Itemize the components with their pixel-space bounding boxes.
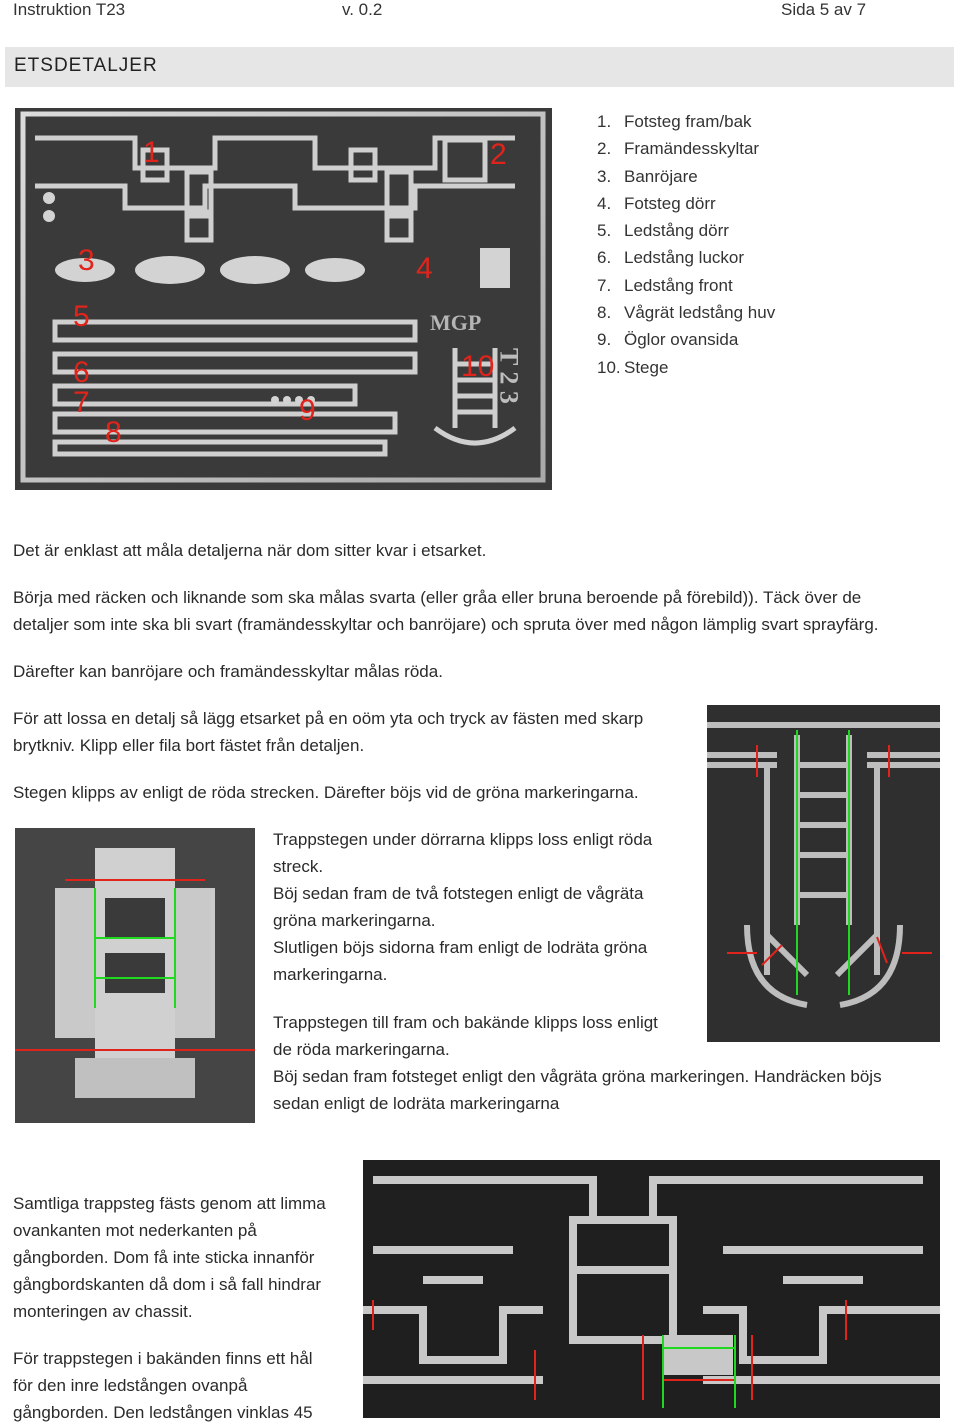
paragraph-end-step-4: sedan enligt de lodräta markeringarna (273, 1094, 560, 1113)
paragraph-rear-step-2: för den inre ledstången ovanpå (13, 1376, 248, 1395)
photo-label-5: 5 (73, 300, 90, 333)
ladder-closeup-photo (707, 705, 940, 1042)
legend-item: 5. Ledstång dörr (597, 221, 729, 241)
paragraph-detach-1: För att lossa en detalj så lägg etsarket på en oöm yta och tryck av fästen med skarp (13, 709, 644, 728)
parts-legend (597, 108, 775, 381)
etch-brand-text: MGP (430, 310, 482, 335)
paragraph-paint-black-1: Börja med räcken och liknande som ska målas svarta (eller gråa eller bruna beroende på förebild)). Täck över de (13, 588, 862, 607)
photo-label-8: 8 (105, 416, 122, 449)
step-etch-photo (363, 1160, 940, 1418)
paragraph-door-step-5: Slutligen böjs sidorna fram enligt de lodräta gröna (273, 938, 648, 957)
legend-item: 2. Framändesskyltar (597, 139, 760, 159)
legend-item: 6. Ledstång luckor (597, 248, 745, 268)
paragraph-end-step-1: Trappstegen till fram och bakände klipps loss enligt (273, 1013, 658, 1032)
paragraph-paint-black-2: detaljer som inte ska bli svart (framändesskyltar och banröjare) och spruta över med någon lämplig svart sprayfärg. (13, 615, 879, 634)
photo-label-7: 7 (73, 386, 90, 419)
paragraph-end-step-2: de röda markeringarna. (273, 1040, 450, 1059)
photo-label-3: 3 (78, 244, 95, 277)
etch-model-text: T 2 3 (494, 348, 524, 404)
legend-item: 9. Öglor ovansida (597, 330, 739, 350)
legend-item: 1. Fotsteg fram/bak (597, 112, 752, 131)
section-title: ETSDETALJER (14, 55, 158, 76)
header-page-number: Sida 5 av 7 (781, 0, 867, 19)
paragraph-door-step-2: streck. (273, 857, 324, 876)
legend-item: 10. Stege (597, 357, 669, 377)
paragraph-paint-red: Därefter kan banröjare och framändesskyltar målas röda. (13, 662, 443, 681)
photo-label-1: 1 (143, 136, 160, 169)
legend-item: 3. Banröjare (597, 166, 698, 186)
paragraph-door-step-1: Trappstegen under dörrarna klipps loss enligt röda (273, 830, 653, 849)
door-step-closeup-photo (15, 828, 255, 1123)
paragraph-detach-2: brytkniv. Klipp eller fila bort fästet från detaljen. (13, 736, 365, 755)
paragraph-rear-step-1: För trappstegen i bakänden finns ett hål (13, 1349, 313, 1368)
photo-label-6: 6 (73, 356, 90, 389)
legend-item: 4. Fotsteg dörr (597, 193, 716, 213)
paragraph-mounting-1: Samtliga trappsteg fästs genom att limma (13, 1194, 326, 1213)
etch-sheet-photo (15, 108, 552, 490)
photo-label-9: 9 (299, 394, 316, 427)
section-band (5, 47, 954, 87)
paragraph-mounting-4: gångbordskanten då dom i så fall hindrar (13, 1275, 322, 1294)
paragraph-door-step-4: gröna markeringarna. (273, 911, 436, 930)
paragraph-end-step-3: Böj sedan fram fotsteget enligt den vågräta gröna markeringen. Handräcken böjs (273, 1067, 882, 1086)
legend-item: 8. Vågrät ledstång huv (597, 303, 776, 323)
photo-label-2: 2 (490, 138, 507, 171)
header-document-title: Instruktion T23 (13, 0, 126, 19)
paragraph-mounting-2: ovankanten mot nederkanten på (13, 1221, 257, 1240)
paragraph-door-step-6: markeringarna. (273, 965, 388, 984)
header-version: v. 0.2 (342, 0, 383, 19)
legend-item: 7. Ledstång front (597, 275, 733, 295)
paragraph-mounting-3: gångborden. Dom få inte sticka innanför (13, 1248, 315, 1267)
photo-label-10: 10 (461, 350, 495, 383)
paragraph-ladder-cut: Stegen klipps av enligt de röda strecken. Därefter böjs vid de gröna markeringarna. (13, 783, 639, 802)
photo-label-4: 4 (416, 252, 433, 285)
paragraph-door-step-3: Böj sedan fram de två fotstegen enligt de vågräta (273, 884, 644, 903)
paragraph-paint-intro: Det är enklast att måla detaljerna när dom sitter kvar i etsarket. (13, 541, 487, 560)
paragraph-rear-step-3: gångborden. Den ledstången vinklas 45 (13, 1403, 313, 1422)
paragraph-mounting-5: monteringen av chassit. (13, 1302, 193, 1321)
